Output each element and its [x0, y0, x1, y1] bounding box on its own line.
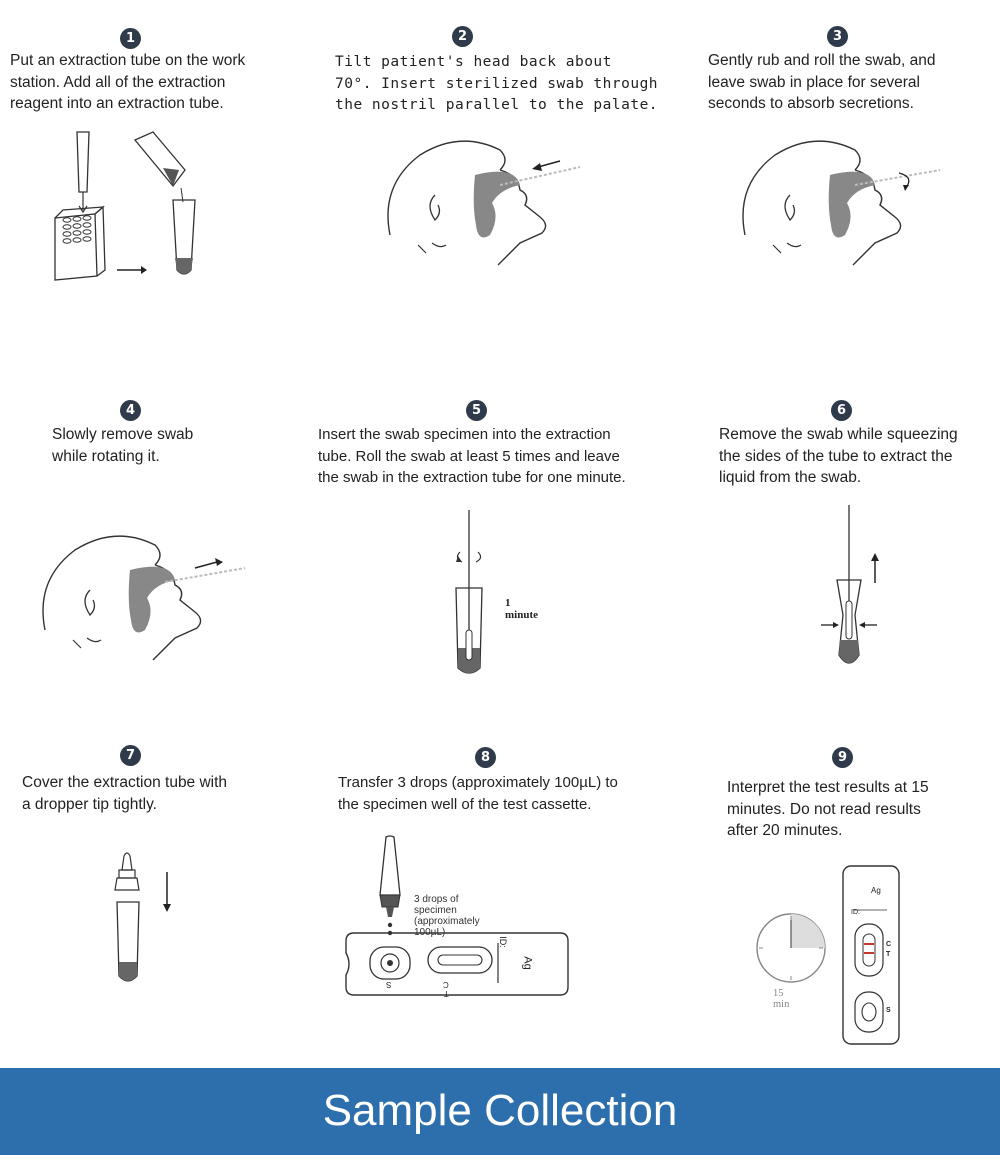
step-number: 3	[827, 26, 848, 47]
step-instruction: Transfer 3 drops (approximately 100µL) to the specimen well of the test cassette.	[338, 774, 618, 813]
step-number: 2	[452, 26, 473, 47]
step-instruction: Tilt patient's head back about 70°. Insert sterilized swab through the nostril parallel to the palate.	[335, 54, 659, 113]
step-instruction: Interpret the test results at 15 minutes. Do not read results after 20 minutes.	[727, 779, 929, 839]
sample-well-label: S	[886, 1007, 891, 1014]
cassette-ag-label: Ag	[871, 886, 881, 895]
step-number: 5	[466, 400, 487, 421]
title-banner	[0, 1068, 1000, 1155]
extraction-tube-illustration	[45, 130, 215, 290]
step-number: 1	[120, 28, 141, 49]
cassette-id-label: ID:	[851, 909, 860, 916]
timer-label: 15 min	[773, 988, 790, 1010]
step-instruction: Gently rub and roll the swab, and leave swab in place for several seconds to absorb secretions.	[708, 52, 936, 112]
step-instruction: Insert the swab specimen into the extraction tube. Roll the swab at least 5 times and leave the swab in the extraction tube for one minute.	[318, 426, 626, 486]
test-line-label: T	[886, 951, 891, 958]
squeeze-tube-illustration	[815, 505, 895, 680]
step-number: 7	[120, 745, 141, 766]
duration-label: 1 minute	[505, 597, 538, 621]
step-instruction: Remove the swab while squeezing the sides of the tube to extract the liquid from the swab.	[719, 426, 958, 486]
cassette-tc-label: T C	[443, 980, 449, 998]
step-number: 9	[832, 747, 853, 768]
step-instruction: Put an extraction tube on the work station. Add all of the extraction reagent into an extraction tube.	[10, 52, 246, 112]
cassette-id-label: ID:	[497, 936, 508, 948]
cassette-ag-label: Ag	[521, 956, 534, 970]
step-number: 4	[120, 400, 141, 421]
page-title: Sample Collection	[322, 1086, 678, 1135]
step-number: 8	[475, 747, 496, 768]
step-number: 6	[831, 400, 852, 421]
dropper-tip-illustration	[105, 850, 185, 990]
drops-label: 3 drops of specimen (approximately 100µL)	[414, 894, 480, 938]
step-instruction: Cover the extraction tube with a dropper tip tightly.	[22, 774, 228, 813]
step-instruction: Slowly remove swab while rotating it.	[52, 426, 194, 465]
swab-in-tube-illustration	[440, 510, 580, 680]
read-results-illustration	[755, 862, 905, 1052]
cassette-s-label: S	[386, 980, 392, 989]
swab-rub-roll-illustration	[735, 125, 945, 275]
swab-removal-illustration	[35, 520, 250, 670]
nasal-swab-insertion-illustration	[380, 125, 590, 275]
control-line-label: C	[886, 941, 892, 948]
